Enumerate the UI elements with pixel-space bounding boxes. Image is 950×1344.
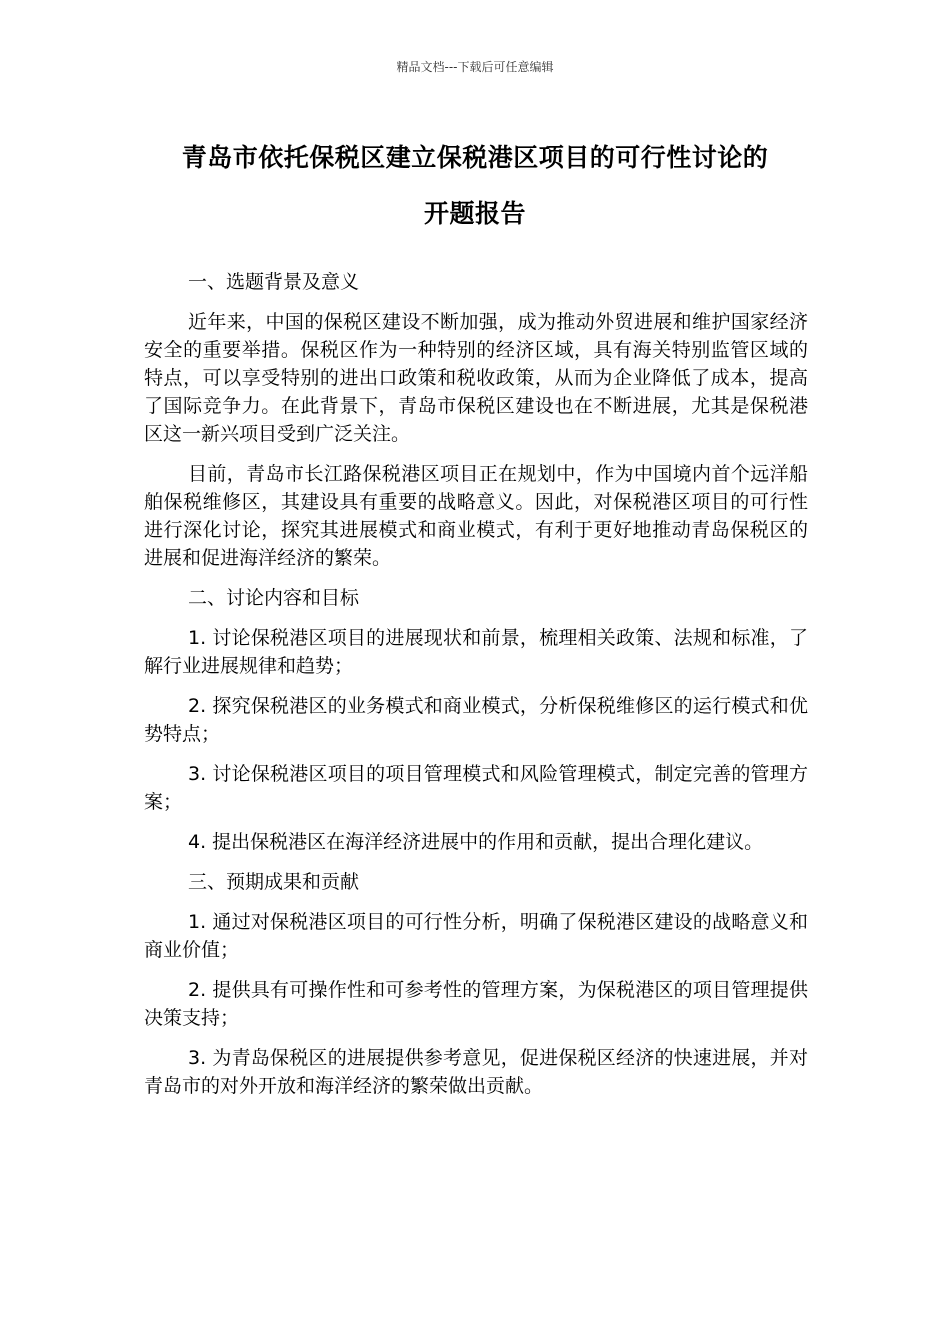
section-2-item-2: 2. 探究保税港区的业务模式和商业模式，分析保税维修区的运行模式和优势特点； xyxy=(144,695,808,745)
section-2-item-1: 1. 讨论保税港区项目的进展现状和前景，梳理相关政策、法规和标准，了解行业进展规律和趋势； xyxy=(144,627,808,677)
section-3-heading: 三、预期成果和贡献 xyxy=(188,871,360,893)
section-3-item-1: 1. 通过对保税港区项目的可行性分析，明确了保税港区建设的战略意义和商业价值； xyxy=(144,911,808,961)
title-line-2: 开题报告 xyxy=(423,199,526,228)
title-line-1: 青岛市依托保税区建立保税港区项目的可行性讨论的 xyxy=(181,143,769,172)
section-3-item-3: 3. 为青岛保税区的进展提供参考意见，促进保税区经济的快速进展，并对青岛市的对外开放和海洋经济的繁荣做出贡献。 xyxy=(144,1047,808,1097)
header-note: 精品文档---下载后可任意编辑 xyxy=(396,60,554,74)
document-body xyxy=(144,268,808,1112)
section-1-heading: 一、选题背景及意义 xyxy=(188,271,360,293)
section-2-item-4: 4. 提出保税港区在海洋经济进展中的作用和贡献，提出合理化建议。 xyxy=(188,831,764,853)
section-1-paragraph-2: 目前，青岛市长江路保税港区项目正在规划中，作为中国境内首个远洋船舶保税维修区，其建设具有重要的战略意义。因此，对保税港区项目的可行性进行深化讨论，探究其进展模式和商业模式，有利于更好地推动青岛保税区的进展和促进海洋经济的繁荣。 xyxy=(144,463,808,569)
section-2-heading: 二、讨论内容和目标 xyxy=(188,587,360,609)
section-2-item-3: 3. 讨论保税港区项目的项目管理模式和风险管理模式，制定完善的管理方案； xyxy=(144,763,808,813)
section-1-paragraph-1: 近年来，中国的保税区建设不断加强，成为推动外贸进展和维护国家经济安全的重要举措。保税区作为一种特别的经济区域，具有海关特别监管区域的特点，可以享受特别的进出口政策和税收政策，从而为企业降低了成本，提高了国际竞争力。在此背景下，青岛市保税区建设也在不断进展，尤其是保税港区这一新兴项目受到广泛关注。 xyxy=(144,311,808,445)
section-3-item-2: 2. 提供具有可操作性和可参考性的管理方案，为保税港区的项目管理提供决策支持； xyxy=(144,979,808,1029)
document-title xyxy=(120,130,830,242)
